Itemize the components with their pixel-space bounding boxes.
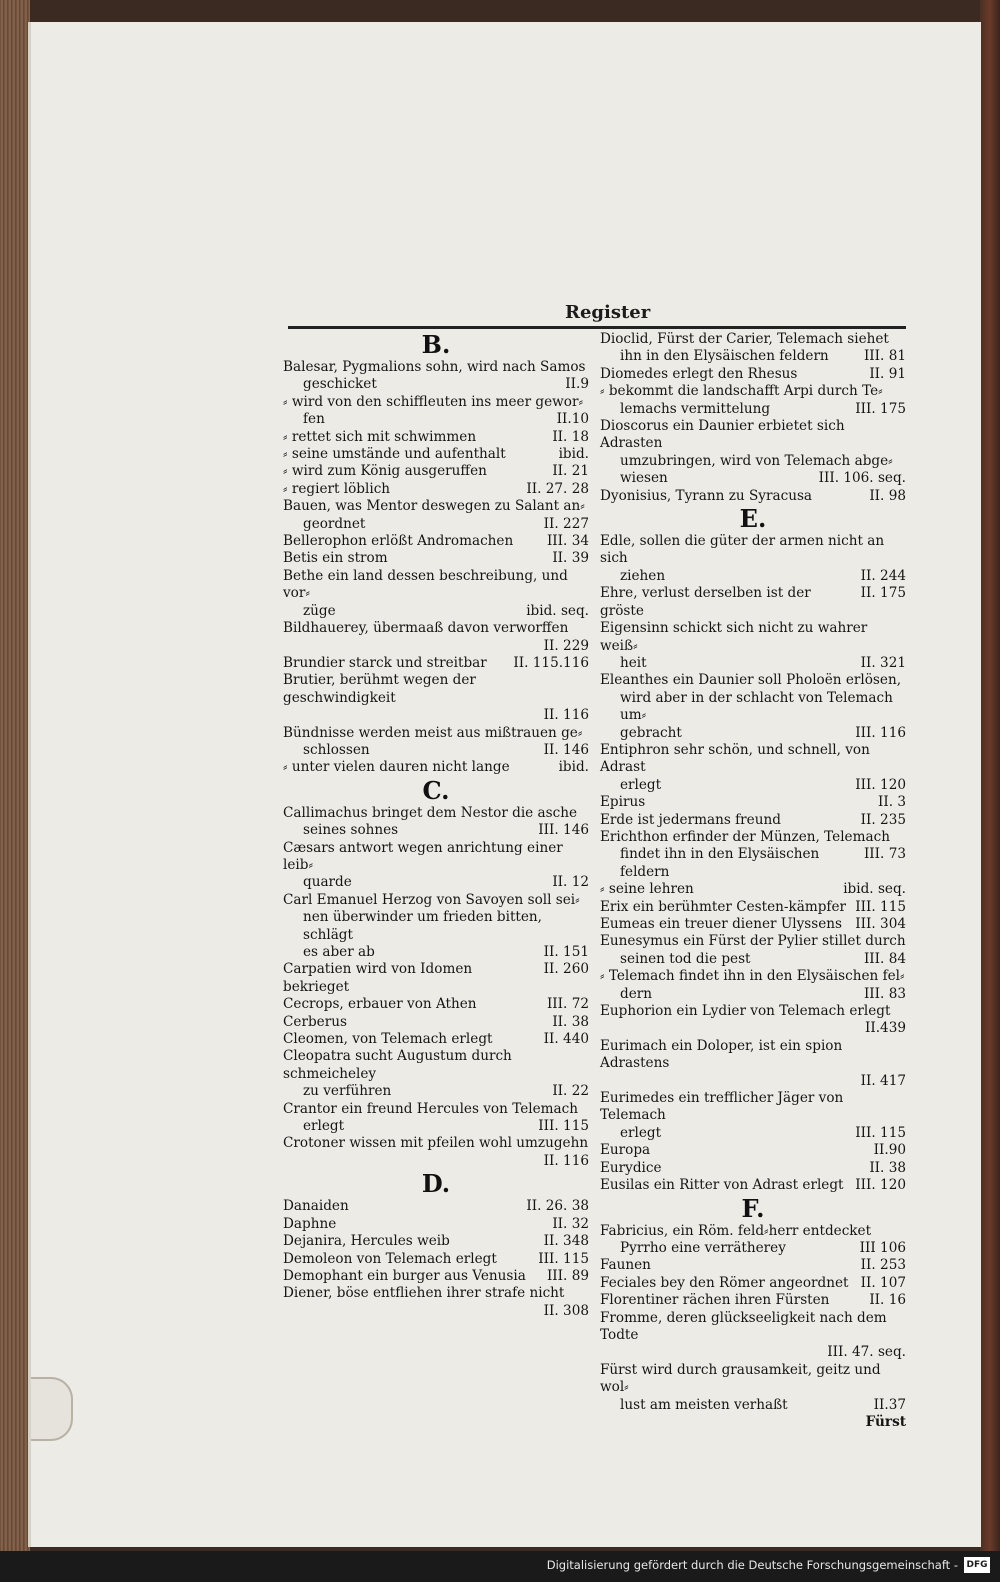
entry-text: [620, 1020, 859, 1037]
entry-reference: III. 81: [863, 348, 906, 365]
entry-text: Demoleon von Telemach erlegt: [283, 1250, 497, 1267]
entry-last-line: [600, 366, 906, 383]
entry-text: Eurydice: [600, 1159, 662, 1176]
entry-reference: II. 227: [543, 515, 589, 532]
entry-text: Erde ist jedermans freund: [600, 811, 781, 828]
entry-text: erlegt: [620, 776, 662, 793]
entry-last-line: [283, 874, 589, 891]
index-entry: [600, 418, 906, 488]
entry-text: Demophant ein burger aus Venusia: [283, 1267, 526, 1284]
entry-text: erlegt: [303, 1118, 345, 1135]
entry-last-line: [600, 470, 906, 487]
entry-last-line: [283, 1303, 589, 1320]
entry-last-line: [600, 986, 906, 1003]
entry-line: nen überwinder um frieden bitten, schlägt: [303, 909, 542, 943]
book-cover-edge: [980, 0, 1000, 1582]
entry-reference: III. 175: [855, 400, 906, 417]
entry-line: Cleopatra sucht Augustum durch schmeicheley: [283, 1048, 512, 1082]
entry-text: [620, 1344, 821, 1361]
entry-reference: II. 98: [869, 487, 906, 504]
left-column: [283, 331, 589, 1320]
entry-last-line: [283, 1198, 589, 1215]
entry-last-line: [600, 794, 906, 811]
entry-line: Entiphron sehr schön, und schnell, von Adrast: [600, 741, 870, 776]
entries-f: [600, 1223, 906, 1414]
entry-text: Eusilas ein Ritter von Adrast erlegt: [600, 1177, 844, 1194]
entry-text: ⸗ wird zum König ausgeruffen: [283, 463, 487, 480]
entry-reference: ibid. seq.: [843, 881, 906, 898]
entry-line: ⸗ bekommt die landschafft Arpi durch Te⸗: [600, 383, 883, 400]
entry-last-line: [600, 899, 906, 916]
entry-reference: II. 116: [543, 707, 589, 724]
index-entry: [600, 331, 906, 366]
entry-reference: II. 21: [552, 463, 589, 480]
entry-text: Carpatien wird von Idomen bekrieget: [283, 961, 473, 995]
entry-text: Europa: [600, 1142, 651, 1159]
entry-reference: II.10: [556, 411, 589, 428]
index-entry: [283, 1251, 589, 1268]
entry-line: Balesar, Pygmalions sohn, wird nach Samos: [283, 359, 586, 375]
entry-last-line: [283, 603, 589, 620]
index-entry: [600, 533, 906, 585]
entry-text: Bellerophon erlößt Andromachen: [283, 533, 514, 550]
entry-text: ⸗ rettet sich mit schwimmen: [283, 428, 477, 445]
index-entry: [283, 840, 589, 892]
entry-last-line: [600, 488, 906, 505]
index-entry: [283, 481, 589, 498]
index-entry: [600, 488, 906, 505]
entry-line: Dioscorus ein Daunier erbietet sich Adrasten: [600, 418, 845, 452]
entry-last-line: [600, 585, 906, 620]
index-entry: [600, 672, 906, 742]
index-entry: [283, 1048, 589, 1100]
entry-reference: II.37: [873, 1396, 906, 1413]
entry-reference: II. 348: [543, 1233, 589, 1250]
entry-last-line: [600, 655, 906, 672]
section-letter-e: E.: [739, 504, 767, 534]
entry-line: Eunesymus ein Fürst der Pylier stillet durch: [600, 933, 906, 950]
entry-line: Bethe ein land dessen beschreibung, und vor⸗: [283, 567, 568, 602]
entry-reference: II. 26. 38: [526, 1198, 589, 1215]
entry-reference: III. 34: [546, 533, 589, 550]
entry-last-line: [600, 1177, 906, 1194]
entry-reference: III. 115: [855, 898, 906, 915]
entry-last-line: [600, 568, 906, 585]
entry-reference: III. 115: [855, 1124, 906, 1141]
index-entry: [600, 933, 906, 968]
entry-reference: II. 229: [543, 637, 589, 654]
entry-line: Euphorion ein Lydier von Telemach erlegt: [600, 1003, 891, 1020]
index-entry: [600, 1362, 906, 1414]
entry-reference: II. 16: [869, 1292, 906, 1309]
index-entry: [283, 533, 589, 550]
entry-reference: III. 84: [863, 950, 906, 967]
entry-last-line: [283, 550, 589, 567]
entry-last-line: [600, 1125, 906, 1142]
entry-line: Bildhauerey, übermaaß davon verworffen: [283, 620, 569, 637]
entry-text: [303, 707, 538, 724]
entry-last-line: [283, 961, 589, 996]
entry-last-line: [600, 1240, 906, 1257]
index-entry: [600, 1275, 906, 1292]
entry-text: Dejanira, Hercules weib: [283, 1233, 450, 1250]
index-entry: [283, 759, 589, 776]
entry-last-line: [600, 881, 906, 898]
entry-text: [303, 638, 538, 655]
entry-reference: II. 91: [869, 365, 906, 382]
entry-last-line: [283, 533, 589, 550]
entry-last-line: [600, 1073, 906, 1090]
entry-reference: II. 12: [552, 874, 589, 891]
entry-reference: III. 115: [538, 1250, 589, 1267]
entry-line: Fürst wird durch grausamkeit, geitz und wol⸗: [600, 1361, 881, 1396]
entry-last-line: [283, 707, 589, 724]
book-fore-edge: [0, 0, 30, 1582]
entry-last-line: [283, 516, 589, 533]
entry-reference: II.439: [864, 1020, 906, 1037]
entry-reference: II. 22: [552, 1083, 589, 1100]
entry-text: quarde: [303, 874, 352, 891]
entry-text: Cleomen, von Telemach erlegt: [283, 1031, 493, 1048]
entry-line: Carl Emanuel Herzog von Savoyen soll sei⸗: [283, 891, 580, 908]
entry-reference: III. 106. seq.: [818, 470, 906, 487]
entry-reference: II. 253: [860, 1257, 906, 1274]
entry-reference: ibid. seq.: [526, 602, 589, 619]
entry-text: seines sohnes: [303, 822, 399, 839]
index-entry: [283, 655, 589, 672]
entry-line: Brutier, berühmt wegen der geschwindigkeit: [283, 672, 476, 706]
entry-reference: II. 18: [552, 428, 589, 445]
entry-reference: II.90: [873, 1142, 906, 1159]
entry-line: umzubringen, wird von Telemach abge⸗: [620, 452, 893, 469]
entry-last-line: [283, 481, 589, 498]
index-entry: [283, 1268, 589, 1285]
entry-last-line: [600, 1397, 906, 1414]
entry-last-line: [283, 463, 589, 480]
entry-text: findet ihn in den Elysäischen feldern: [620, 846, 820, 880]
entry-last-line: [600, 1275, 906, 1292]
entry-reference: II. 107: [860, 1274, 906, 1291]
page-clip: [31, 1377, 73, 1441]
entry-text: Daphne: [283, 1215, 337, 1232]
index-entry: [283, 359, 589, 394]
entry-reference: III. 146: [538, 822, 589, 839]
index-entry: [283, 1101, 589, 1136]
entry-line: Fromme, deren glückseeligkeit nach dem Todte: [600, 1309, 887, 1343]
entry-line: Bündnisse werden meist aus mißtrauen ge⸗: [283, 724, 583, 741]
index-entry: [600, 742, 906, 794]
entry-reference: III. 116: [855, 724, 906, 741]
entry-last-line: [600, 916, 906, 933]
entry-last-line: [283, 1118, 589, 1135]
entry-reference: II. 244: [860, 567, 906, 584]
index-entry: [283, 892, 589, 962]
entry-reference: II. 321: [860, 654, 906, 671]
entry-reference: II. 151: [543, 944, 589, 960]
index-entry: [600, 366, 906, 383]
index-entry: [600, 1090, 906, 1142]
entry-reference: II. 38: [869, 1159, 906, 1176]
entry-text: ihn in den Elysäischen feldern: [620, 348, 829, 365]
entry-text: lust am meisten verhaßt: [620, 1396, 788, 1413]
index-entry: [283, 996, 589, 1013]
entry-text: Brundier starck und streitbar: [283, 654, 487, 671]
entry-text: Erix ein berühmter Cesten-kämpfer: [600, 898, 846, 915]
entry-reference: III. 120: [855, 776, 906, 793]
footer-credit: Digitalisierung gefördert durch die Deutsche Forschungsgemeinschaft -: [546, 1558, 958, 1572]
entry-last-line: [600, 348, 906, 365]
entry-last-line: [283, 944, 589, 961]
entry-line: Eigensinn schickt sich nicht zu wahrer weiß⸗: [600, 620, 868, 654]
index-entry: [283, 446, 589, 463]
entry-line: Erichthon erfinder der Münzen, Telemach: [600, 828, 890, 845]
index-entry: [283, 1031, 589, 1048]
index-entry: [283, 620, 589, 655]
index-entry: [283, 394, 589, 429]
entry-line: Diener, böse entfliehen ihrer strafe nicht: [283, 1285, 565, 1302]
entry-text: Diomedes erlegt den Rhesus: [600, 365, 798, 382]
entry-last-line: [600, 725, 906, 742]
index-entry: [283, 429, 589, 446]
entry-reference: II. 235: [860, 811, 906, 828]
entry-last-line: [600, 951, 906, 968]
entry-last-line: [600, 777, 906, 794]
index-entry: [283, 1198, 589, 1215]
entry-reference: ibid.: [558, 446, 589, 463]
entry-reference: II. 3: [877, 794, 906, 811]
entry-reference: III. 89: [546, 1267, 589, 1284]
index-entry: [283, 672, 589, 724]
entry-text: [303, 1303, 538, 1320]
entry-line: ⸗ Telemach findet ihn in den Elysäischen fel⸗: [600, 968, 905, 985]
entry-line: Edle, sollen die güter der armen nicht an sich: [600, 533, 885, 567]
entry-text: gebracht: [620, 724, 682, 741]
entry-last-line: [283, 996, 589, 1013]
entry-reference: II. 32: [552, 1215, 589, 1232]
entry-text: [620, 1073, 855, 1090]
entry-last-line: [600, 1344, 906, 1361]
entry-last-line: [600, 846, 906, 881]
entry-text: ⸗ seine umstände und aufenthalt: [283, 446, 506, 463]
index-entry: [600, 1038, 906, 1090]
index-entry: [600, 899, 906, 916]
entry-line: ⸗ wird von den schiffleuten ins meer gewor⸗: [283, 393, 583, 410]
dfg-logo: DFG: [964, 1557, 990, 1573]
entry-text: wiesen: [620, 470, 668, 487]
section-letter-b: B.: [421, 330, 451, 359]
entry-line: Bauen, was Mentor deswegen zu Salant an⸗: [283, 498, 585, 515]
index-entry: [600, 585, 906, 620]
index-entry: [600, 1160, 906, 1177]
entry-last-line: [600, 1020, 906, 1037]
index-entry: [283, 498, 589, 533]
index-entry: [283, 463, 589, 480]
entry-line: Cæsars antwort wegen anrichtung einer leib⸗: [283, 839, 563, 873]
entry-text: Pyrrho eine verrätherey: [620, 1239, 786, 1256]
entry-last-line: [600, 1160, 906, 1177]
running-head: Register: [565, 302, 651, 323]
entry-last-line: [600, 1142, 906, 1159]
index-entry: [283, 1233, 589, 1250]
index-entry: [283, 961, 589, 996]
index-entry: [600, 1292, 906, 1309]
section-letter-c: C.: [422, 775, 450, 805]
entry-last-line: [283, 411, 589, 428]
entry-reference: III. 83: [863, 985, 906, 1002]
entry-last-line: [600, 401, 906, 418]
index-entry: [283, 1014, 589, 1031]
index-entry: [283, 550, 589, 567]
entry-reference: II. 115.116: [513, 654, 589, 671]
entry-text: lemachs vermittelung: [620, 400, 771, 417]
entry-last-line: [283, 1083, 589, 1100]
entry-text: erlegt: [620, 1124, 662, 1141]
entry-reference: II. 39: [552, 550, 589, 567]
index-entry: [600, 383, 906, 418]
entry-text: Cerberus: [283, 1013, 347, 1030]
index-entry: [283, 805, 589, 840]
right-column: [600, 331, 906, 1431]
entry-text: Epirus: [600, 794, 646, 811]
entry-text: fen: [303, 411, 325, 428]
entry-last-line: [283, 742, 589, 759]
entries-e: [600, 533, 906, 1194]
entry-text: züge: [303, 602, 336, 619]
index-entry: [283, 1135, 589, 1170]
entry-reference: II. 146: [543, 741, 589, 758]
index-entry: [600, 1223, 906, 1258]
entry-last-line: [283, 638, 589, 655]
entry-text: es aber ab: [303, 944, 375, 960]
entry-text: ⸗ regiert löblich: [283, 480, 391, 497]
entry-reference: III. 73: [863, 846, 906, 863]
index-entry: [283, 1216, 589, 1233]
entry-last-line: [283, 1233, 589, 1250]
section-letter-f: F.: [741, 1193, 765, 1223]
index-entry: [600, 1177, 906, 1194]
entry-text: Eumeas ein treuer diener Ulyssens: [600, 916, 843, 932]
entry-reference: III. 47. seq.: [827, 1344, 906, 1361]
index-entry: [600, 1257, 906, 1274]
entry-last-line: [283, 822, 589, 839]
entry-last-line: [283, 1216, 589, 1233]
entry-reference: III. 72: [546, 996, 589, 1013]
entry-last-line: [283, 1153, 589, 1170]
entry-line: Crantor ein freund Hercules von Telemach: [283, 1100, 579, 1117]
index-entry: [600, 829, 906, 881]
entry-text: schlossen: [303, 741, 370, 758]
catchword: Fürst: [865, 1413, 906, 1430]
index-entry: [600, 794, 906, 811]
entry-reference: II. 440: [543, 1031, 589, 1048]
index-entry: [283, 568, 589, 620]
entry-last-line: [283, 1268, 589, 1285]
entry-text: geordnet: [303, 515, 366, 532]
entry-line: Eurimedes ein trefflicher Jäger von Telemach: [600, 1090, 844, 1124]
entry-reference: II.9: [565, 376, 589, 393]
entry-text: Faunen: [600, 1257, 651, 1274]
entry-line: Eurimach ein Doloper, ist ein spion Adrastens: [600, 1037, 843, 1072]
entry-line: Callimachus bringet dem Nestor die asche: [283, 804, 578, 821]
entry-reference: III. 120: [855, 1177, 906, 1194]
entry-last-line: [283, 429, 589, 446]
entry-reference: ibid.: [558, 759, 589, 776]
index-entry: [600, 1003, 906, 1038]
index-entry: [283, 1285, 589, 1320]
entry-text: geschicket: [303, 376, 377, 393]
entry-reference: II. 175: [860, 585, 906, 602]
entry-line: Eleanthes ein Daunier soll Pholoën erlösen,: [600, 672, 902, 689]
entry-text: Feciales bey den Römer angeordnet: [600, 1274, 849, 1291]
index-entry: [600, 881, 906, 898]
entry-reference: II. 417: [860, 1072, 906, 1089]
entries-d: [283, 1198, 589, 1320]
entry-line: Fabricius, ein Röm. feld⸗herr entdecket: [600, 1222, 872, 1239]
entry-reference: III. 304: [855, 916, 906, 932]
entry-text: Danaiden: [283, 1198, 349, 1215]
entries-c: [283, 805, 589, 1171]
entry-last-line: [283, 1031, 589, 1048]
index-entry: [600, 812, 906, 829]
entry-text: heit: [620, 654, 647, 671]
entry-last-line: [600, 1292, 906, 1309]
entry-last-line: [283, 655, 589, 672]
entry-reference: II. 38: [552, 1013, 589, 1030]
index-entry: [600, 620, 906, 672]
entry-reference: III 106: [859, 1239, 906, 1256]
entry-text: Betis ein strom: [283, 550, 388, 567]
entry-last-line: [283, 446, 589, 463]
entry-line: wird aber in der schlacht von Telemach um⸗: [620, 689, 893, 724]
entry-reference: III. 115: [538, 1118, 589, 1135]
entry-last-line: [283, 759, 589, 776]
index-entry: [600, 1142, 906, 1159]
entry-text: ⸗ unter vielen dauren nicht lange: [283, 759, 510, 776]
entry-last-line: [283, 376, 589, 393]
entry-text: Florentiner rächen ihren Fürsten: [600, 1292, 830, 1309]
entry-text: ⸗ seine lehren: [600, 881, 694, 898]
index-entry: [600, 916, 906, 933]
entry-last-line: [600, 812, 906, 829]
index-entry: [600, 968, 906, 1003]
entry-text: zu verführen: [303, 1083, 392, 1100]
entry-text: [303, 1153, 538, 1170]
header-rule: [288, 326, 906, 329]
entries-d-continued: [600, 331, 906, 505]
entry-line: Dioclid, Fürst der Carier, Telemach siehet: [600, 331, 889, 347]
entry-text: Cecrops, erbauer von Athen: [283, 996, 477, 1013]
entry-text: ziehen: [620, 567, 666, 584]
entry-text: Ehre, verlust derselben ist der gröste: [600, 585, 811, 619]
entry-last-line: [283, 1014, 589, 1031]
entry-line: Crotoner wissen mit pfeilen wohl umzugehn: [283, 1135, 589, 1152]
entry-last-line: [283, 1251, 589, 1268]
entries-b: [283, 359, 589, 777]
entry-reference: II. 116: [543, 1152, 589, 1169]
entry-reference: II. 308: [543, 1302, 589, 1319]
entry-text: Dyonisius, Tyrann zu Syracusa: [600, 487, 813, 504]
index-entry: [283, 725, 589, 760]
section-letter-d: D.: [421, 1169, 451, 1199]
entry-text: seinen tod die pest: [620, 950, 751, 967]
entry-reference: II. 27. 28: [526, 480, 589, 497]
entry-text: dern: [620, 985, 652, 1002]
entry-reference: II. 260: [543, 961, 589, 978]
entry-last-line: [600, 1257, 906, 1274]
index-entry: [600, 1310, 906, 1362]
